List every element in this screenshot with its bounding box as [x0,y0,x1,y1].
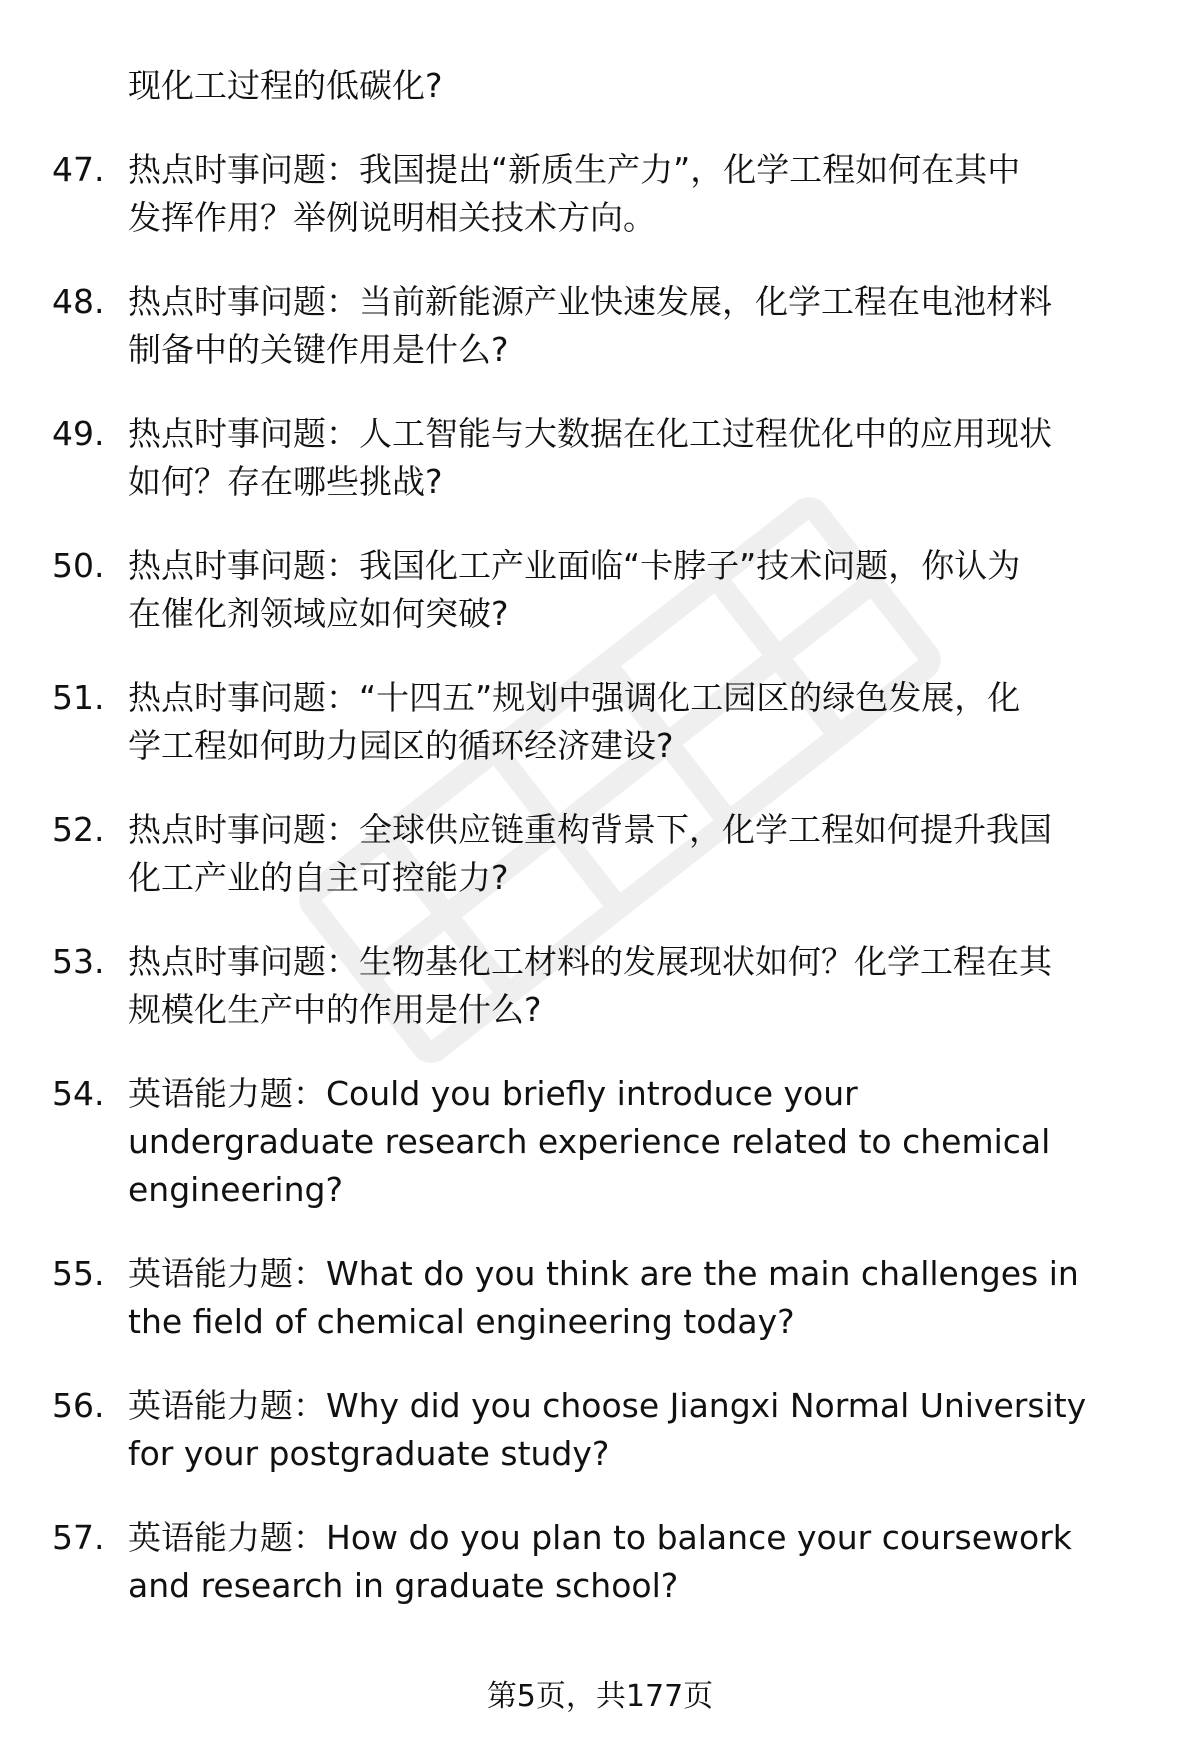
question-text [128,1070,1152,1214]
question-line: 热点时事问题：我国提出“新质生产力”，化学工程如何在其中 [128,150,1021,189]
question-text [128,806,1152,902]
question-text [128,1514,1152,1610]
question-line: 学工程如何助力园区的循环经济建设? [128,726,674,765]
question-line: 热点时事问题：生物基化工材料的发展现状如何？化学工程在其 [128,942,1052,981]
question-item [52,146,1152,242]
question-line: 规模化生产中的作用是什么? [128,990,542,1029]
question-line: engineering? [128,1170,343,1209]
question-item [52,1382,1152,1478]
question-item [52,1250,1152,1346]
question-number: 55. [52,1254,105,1293]
question-number: 53. [52,942,105,981]
question-line: 热点时事问题：人工智能与大数据在化工过程优化中的应用现状 [128,414,1052,453]
question-line: 英语能力题：Could you briefly introduce your [128,1074,858,1113]
question-line: 热点时事问题：全球供应链重构背景下，化学工程如何提升我国 [128,810,1052,849]
question-text [128,1382,1152,1478]
question-number: 57. [52,1518,105,1557]
question-number: 52. [52,810,105,849]
question-line: 在催化剂领域应如何突破? [128,594,509,633]
question-item [52,1070,1152,1214]
question-list [52,62,1152,1610]
question-number: 50. [52,546,105,585]
question-text [128,938,1152,1034]
question-item [52,938,1152,1034]
question-line: 化工产业的自主可控能力? [128,858,509,897]
question-item [52,278,1152,374]
question-number: 48. [52,282,105,321]
question-line: and research in graduate school? [128,1566,679,1605]
page-number-footer: 第5页，共177页 [486,1679,714,1714]
question-text [128,674,1152,770]
question-item [52,1514,1152,1610]
question-number: 56. [52,1386,105,1425]
question-line: 英语能力题：What do you think are the main challenges in [128,1254,1079,1293]
question-line: the field of chemical engineering today? [128,1302,795,1341]
question-number: 51. [52,678,105,717]
question-line: 热点时事问题：当前新能源产业快速发展，化学工程在电池材料 [128,282,1052,321]
question-text [128,278,1152,374]
question-text [128,1250,1152,1346]
question-line: 发挥作用？举例说明相关技术方向。 [128,198,656,237]
question-text [128,146,1152,242]
question-number: 49. [52,414,105,453]
question-line: 制备中的关键作用是什么? [128,330,509,369]
question-line: 如何？存在哪些挑战? [128,462,443,501]
continued-question-text: 现化工过程的低碳化? [128,66,443,105]
question-line: for your postgraduate study? [128,1434,610,1473]
question-line: 热点时事问题：我国化工产业面临“卡脖子”技术问题，你认为 [128,546,1021,585]
question-item [52,542,1152,638]
question-line: 热点时事问题：“十四五”规划中强调化工园区的绿色发展，化 [128,678,1021,717]
question-item [52,410,1152,506]
question-line: 英语能力题：How do you plan to balance your coursework [128,1518,1072,1557]
question-line: 英语能力题：Why did you choose Jiangxi Normal University [128,1386,1087,1425]
question-item [52,806,1152,902]
question-number: 54. [52,1074,105,1113]
question-text [128,410,1152,506]
question-item [52,674,1152,770]
question-number: 47. [52,150,105,189]
question-line: undergraduate research experience related to chemical [128,1122,1051,1161]
question-text [128,542,1152,638]
